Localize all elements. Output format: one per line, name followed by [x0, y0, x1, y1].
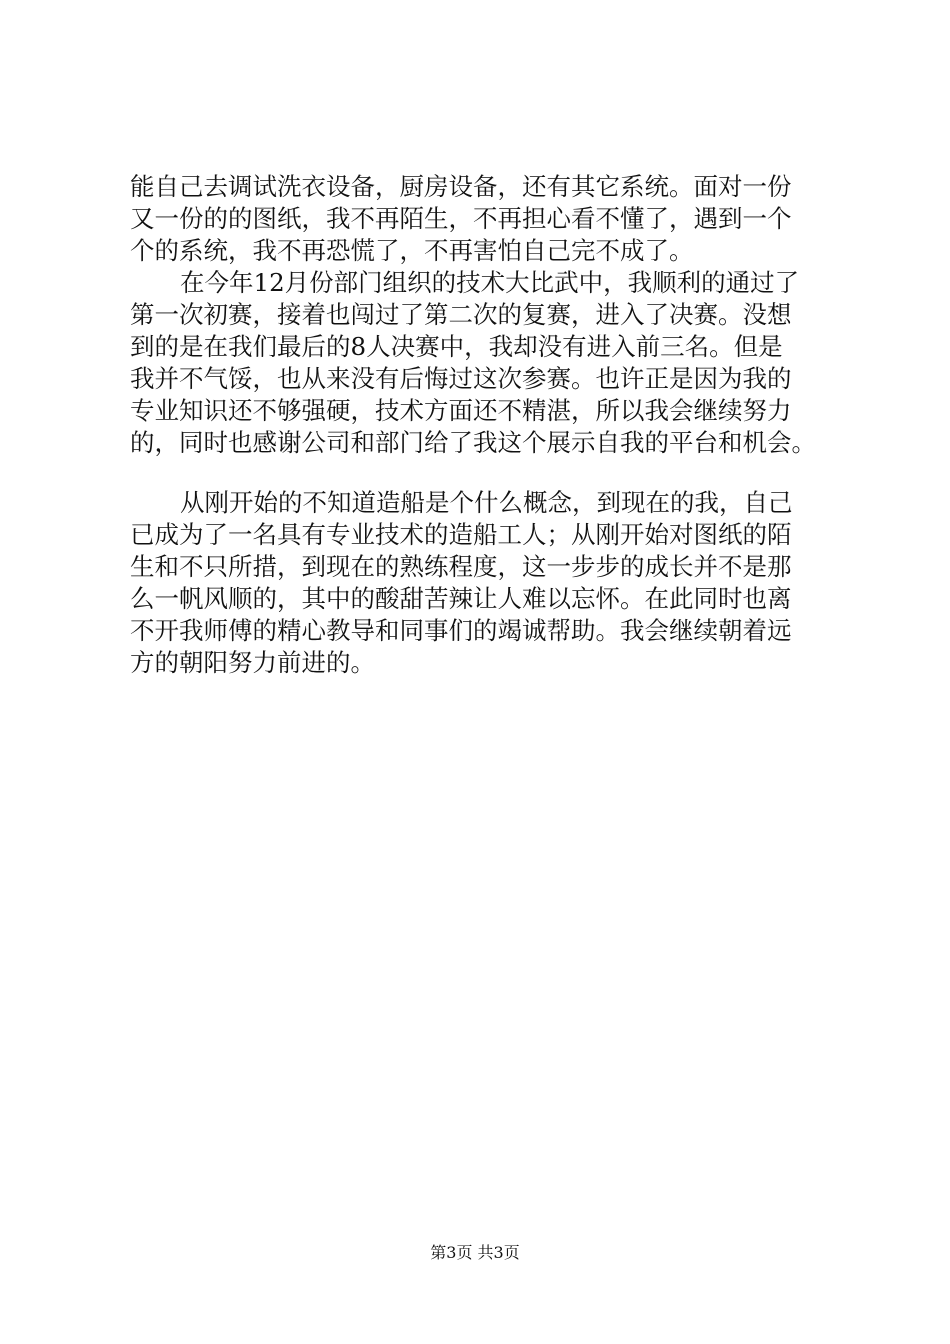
paragraph-line: 到的是在我们最后的8人决赛中，我却没有进入前三名。但是: [130, 332, 783, 361]
paragraph-line: 的，同时也感谢公司和部门给了我这个展示自我的平台和机会。: [130, 428, 816, 457]
paragraph-line: 又一份的的图纸，我不再陌生，不再担心看不懂了，遇到一个: [130, 204, 792, 233]
paragraph-3: [130, 487, 835, 679]
paragraph-1: [130, 171, 835, 267]
paragraph-line: 个的系统，我不再恐慌了，不再害怕自己完不成了。: [130, 236, 694, 265]
paragraph-line: 已成为了一名具有专业技术的造船工人；从刚开始对图纸的陌: [130, 520, 792, 549]
paragraph-line: 我并不气馁，也从来没有后悔过这次参赛。也许正是因为我的: [130, 364, 792, 393]
paragraph-line: 第一次初赛，接着也闯过了第二次的复赛，进入了决赛。没想: [130, 300, 792, 329]
paragraph-line: 在今年12月份部门组织的技术大比武中，我顺利的通过了: [180, 268, 800, 297]
paragraph-line: 专业知识还不够强硬，技术方面还不精湛，所以我会继续努力: [130, 396, 792, 425]
paragraph-line: 么一帆风顺的，其中的酸甜苦辣让人难以忘怀。在此同时也离: [130, 584, 792, 613]
paragraph-line: 不开我师傅的精心教导和同事们的竭诚帮助。我会继续朝着远: [130, 616, 792, 645]
paragraph-2: [130, 267, 835, 459]
paragraph-line: 从刚开始的不知道造船是个什么概念，到现在的我，自己: [180, 488, 793, 517]
paragraph-line: 生和不只所措，到现在的熟练程度，这一步步的成长并不是那: [130, 552, 792, 581]
paragraph-spacer: [130, 459, 835, 487]
page-number-footer: 第3页 共3页: [430, 1243, 520, 1262]
paragraph-line: 能自己去调试洗衣设备，厨房设备，还有其它系统。面对一份: [130, 172, 792, 201]
document-body: [130, 171, 835, 679]
paragraph-line: 方的朝阳努力前进的。: [130, 648, 375, 677]
